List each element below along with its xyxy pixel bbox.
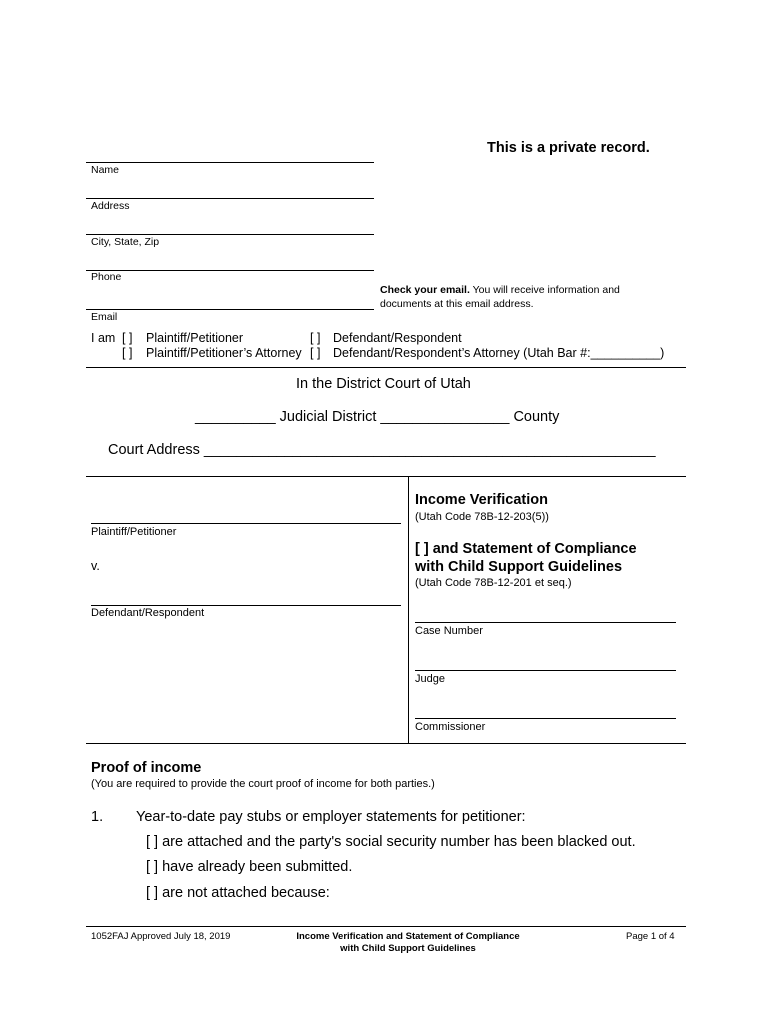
name-field-line[interactable] [86,162,374,163]
phone-field-line[interactable] [86,270,374,271]
email-note-rest: You will receive information and [469,284,620,296]
checkbox-plaintiff-attorney[interactable]: [ ] [122,346,133,360]
caption-vertical-divider [408,476,409,744]
item1-text: Year-to-date pay stubs or employer statements for petitioner: [136,809,526,825]
form-title: Income Verification [415,492,548,508]
caption-bottom-border [86,743,686,744]
option-attached[interactable]: [ ] are attached and the party's social security number has been blacked out. [146,834,636,850]
commissioner-label: Commissioner [415,721,486,733]
email-label: Email [91,311,118,323]
page-number: Page 1 of 4 [626,931,675,942]
defendant-option-label: Defendant/Respondent [333,331,462,345]
section-divider [86,367,686,368]
court-address-line[interactable]: Court Address ________________________________________________________ [108,442,656,458]
footer-title-line2: with Child Support Guidelines [340,943,476,954]
defendant-caption-label: Defendant/Respondent [91,607,205,619]
option-not-attached[interactable]: [ ] are not attached because: [146,885,330,901]
private-record-notice: This is a private record. [487,140,650,156]
city-field-line[interactable] [86,234,374,235]
judge-label: Judge [415,673,445,685]
name-label: Name [91,164,120,176]
email-note-bold: Check your email. [380,284,470,296]
plaintiff-option-label: Plaintiff/Petitioner [146,331,244,345]
checkbox-defendant[interactable]: [ ] [310,331,321,345]
court-title: In the District Court of Utah [296,376,471,392]
compliance-title-line2: with Child Support Guidelines [415,559,623,575]
defendant-attorney-option-label: Defendant/Respondent’s Attorney (Utah Bar #:__________) [333,346,665,360]
email-field-line[interactable] [86,309,374,310]
form-id: 1052FAJ Approved July 18, 2019 [91,931,231,942]
judge-field-line[interactable] [415,670,676,671]
defendant-field-line[interactable] [91,605,401,606]
email-note-line2: documents at this email address. [380,298,534,310]
proof-heading: Proof of income [91,760,202,776]
checkbox-plaintiff[interactable]: [ ] [122,331,133,345]
proof-instruction: (You are required to provide the court proof of income for both parties.) [91,778,435,790]
checkbox-defendant-attorney[interactable]: [ ] [310,346,321,360]
address-label: Address [91,200,130,212]
plaintiff-attorney-option-label: Plaintiff/Petitioner’s Attorney [146,346,302,360]
plaintiff-field-line[interactable] [91,523,401,524]
compliance-title-line1[interactable]: [ ] and Statement of Compliance [415,541,637,557]
footer-divider [86,926,686,927]
caption-top-border [86,476,686,477]
option-submitted[interactable]: [ ] have already been submitted. [146,859,353,875]
item1-number: 1. [91,809,104,825]
judicial-district-line[interactable]: __________ Judicial District ________________ County [195,409,560,425]
form-code: (Utah Code 78B-12-203(5)) [415,511,549,523]
i-am-label: I am [91,331,116,345]
commissioner-field-line[interactable] [415,718,676,719]
compliance-code: (Utah Code 78B-12-201 et seq.) [415,577,572,589]
address-field-line[interactable] [86,198,374,199]
plaintiff-caption-label: Plaintiff/Petitioner [91,526,177,538]
case-number-field-line[interactable] [415,622,676,623]
city-label: City, State, Zip [91,236,160,248]
phone-label: Phone [91,271,122,283]
versus-label: v. [91,559,100,573]
footer-title-line1: Income Verification and Statement of Compliance [296,931,520,942]
case-number-label: Case Number [415,625,483,637]
email-note [380,284,620,296]
